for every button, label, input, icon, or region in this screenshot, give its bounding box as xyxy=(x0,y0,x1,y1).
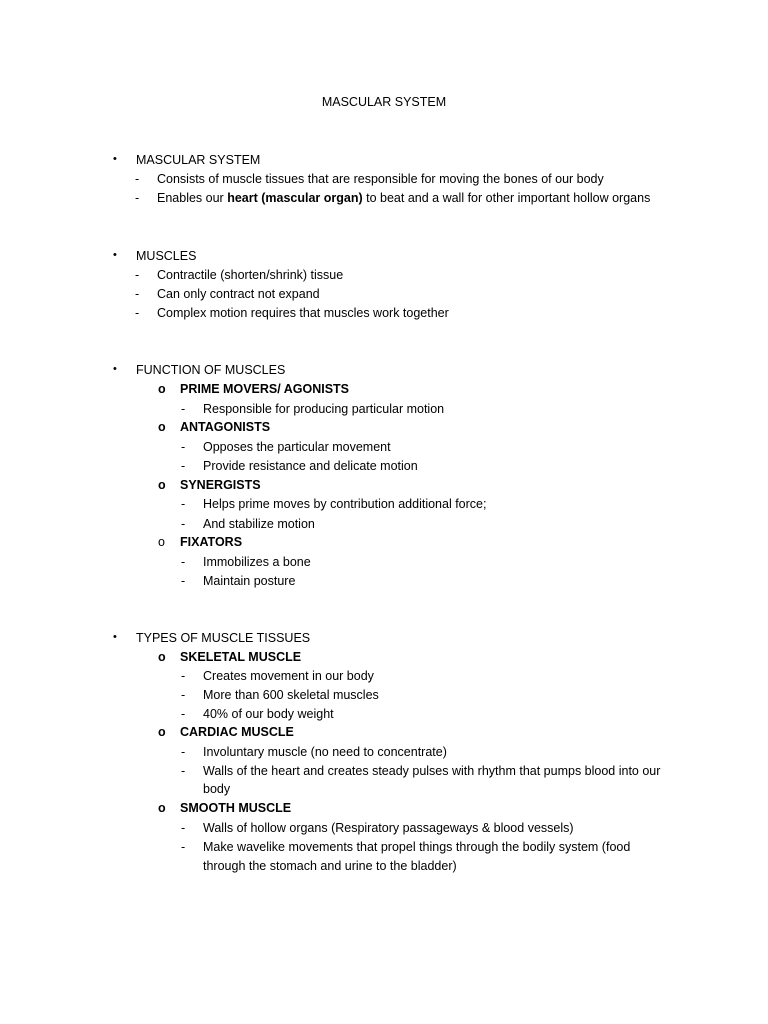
bullet-icon: • xyxy=(113,153,117,165)
list-item: Maintain posture xyxy=(203,574,296,588)
list-item: Can only contract not expand xyxy=(157,287,320,301)
subheading-fixators: FIXATORS xyxy=(180,535,243,549)
dash-icon: - xyxy=(135,287,140,301)
list-item: Walls of hollow organs (Respiratory passageways & blood vessels) xyxy=(203,821,574,835)
bullet-icon: • xyxy=(113,249,117,261)
list-item: Make wavelike movements that propel things through the bodily system (food xyxy=(203,840,631,854)
subheading-synergists: SYNERGISTS xyxy=(180,478,261,492)
section-heading-function-of-muscles: FUNCTION OF MUSCLES xyxy=(136,363,286,377)
dash-icon: - xyxy=(181,821,186,835)
list-item: Opposes the particular movement xyxy=(203,440,391,454)
dash-icon: - xyxy=(135,268,140,282)
dash-icon: - xyxy=(181,459,186,473)
subheading-prime-movers: PRIME MOVERS/ AGONISTS xyxy=(180,382,350,396)
list-item: More than 600 skeletal muscles xyxy=(203,688,379,702)
sub-bullet-icon: o xyxy=(158,801,166,815)
list-item: Immobilizes a bone xyxy=(203,555,311,569)
list-item: 40% of our body weight xyxy=(203,707,334,721)
list-item: Involuntary muscle (no need to concentrate) xyxy=(203,745,447,759)
dash-icon: - xyxy=(181,517,186,531)
dash-icon: - xyxy=(135,191,140,205)
list-item: Enables our heart (mascular organ) to beat and a wall for other important hollow organs xyxy=(157,191,651,205)
section-heading-mascular-system: MASCULAR SYSTEM xyxy=(136,153,261,167)
section-heading-types-of-muscle-tissues: TYPES OF MUSCLE TISSUES xyxy=(136,631,311,645)
dash-icon: - xyxy=(181,669,186,683)
subheading-smooth-muscle: SMOOTH MUSCLE xyxy=(180,801,292,815)
list-item: And stabilize motion xyxy=(203,517,315,531)
sub-bullet-icon: o xyxy=(158,420,166,434)
list-item-continuation: through the stomach and urine to the bladder) xyxy=(203,859,457,873)
sub-bullet-icon: o xyxy=(158,725,166,739)
dash-icon: - xyxy=(181,497,186,511)
subheading-antagonists: ANTAGONISTS xyxy=(180,420,271,434)
subheading-cardiac-muscle: CARDIAC MUSCLE xyxy=(180,725,294,739)
dash-icon: - xyxy=(181,402,186,416)
list-item: Helps prime moves by contribution additional force; xyxy=(203,497,487,511)
list-item-continuation: body xyxy=(203,782,231,796)
bold-text: heart (mascular organ) xyxy=(227,191,363,205)
dash-icon: - xyxy=(181,707,186,721)
bullet-icon: • xyxy=(113,363,117,375)
list-item: Responsible for producing particular motion xyxy=(203,402,445,416)
sub-bullet-icon: o xyxy=(158,382,166,396)
list-item: Complex motion requires that muscles work together xyxy=(157,306,449,320)
section-heading-muscles: MUSCLES xyxy=(136,249,197,263)
dash-icon: - xyxy=(181,764,186,778)
dash-icon: - xyxy=(135,172,140,186)
document-title: MASCULAR SYSTEM xyxy=(321,95,447,109)
list-item: Provide resistance and delicate motion xyxy=(203,459,418,473)
list-item: Creates movement in our body xyxy=(203,669,374,683)
dash-icon: - xyxy=(181,555,186,569)
list-item: Walls of the heart and creates steady pulses with rhythm that pumps blood into our xyxy=(203,764,661,778)
dash-icon: - xyxy=(181,574,186,588)
subheading-skeletal-muscle: SKELETAL MUSCLE xyxy=(180,650,302,664)
list-item: Consists of muscle tissues that are responsible for moving the bones of our body xyxy=(157,172,604,186)
dash-icon: - xyxy=(181,688,186,702)
sub-bullet-icon: o xyxy=(158,478,166,492)
dash-icon: - xyxy=(181,745,186,759)
list-item: Contractile (shorten/shrink) tissue xyxy=(157,268,344,282)
sub-bullet-icon: o xyxy=(158,535,165,549)
bullet-icon: • xyxy=(113,631,117,643)
dash-icon: - xyxy=(135,306,140,320)
sub-bullet-icon: o xyxy=(158,650,166,664)
dash-icon: - xyxy=(181,840,186,854)
dash-icon: - xyxy=(181,440,186,454)
